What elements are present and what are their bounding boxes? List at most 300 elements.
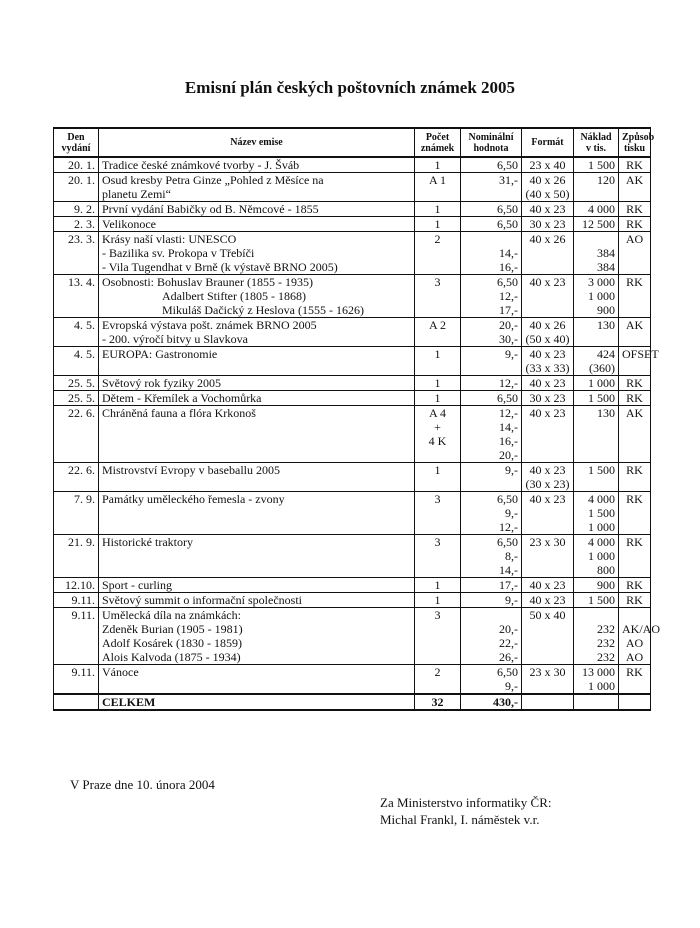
cell-naklad: [574, 376, 619, 391]
cell-line: 1 500: [588, 463, 615, 477]
cell-den: 4. 5.: [54, 347, 99, 376]
cell-line: 23 x 30: [529, 535, 566, 549]
cell-line: AO: [625, 232, 644, 246]
table-row: [54, 406, 651, 463]
cell-line: 6,50: [497, 158, 518, 172]
cell-nazev: [99, 535, 415, 578]
cell-line: RK: [626, 463, 643, 477]
cell-format: [522, 391, 574, 406]
cell-tisk: [619, 318, 651, 347]
cell-line: 384: [597, 246, 615, 260]
cell-nazev: [99, 376, 415, 391]
cell-line: RK: [626, 535, 643, 549]
cell-line: OFSET: [622, 347, 659, 361]
cell-pocet: [415, 578, 461, 593]
header-den: Den vydání: [54, 128, 99, 157]
cell-den: 13. 4.: [54, 275, 99, 318]
cell-line: Sport - curling: [102, 578, 172, 592]
cell-pocet: [415, 406, 461, 463]
cell-line: 12,-: [499, 289, 518, 303]
cell-line: 40 x 23: [529, 275, 566, 289]
cell-line: [464, 608, 518, 622]
cell-line: RK: [626, 202, 643, 216]
cell-hodnota: [461, 275, 522, 318]
cell-line: 3: [434, 275, 441, 289]
cell-tisk: [619, 202, 651, 217]
cell-hodnota: [461, 376, 522, 391]
cell-nazev: [99, 173, 415, 202]
table-row: [54, 232, 651, 275]
cell-naklad: [574, 492, 619, 535]
cell-line: RK: [626, 665, 643, 679]
cell-line: 14,-: [499, 246, 518, 260]
cell-line: 1 000: [588, 376, 615, 390]
cell-naklad: [574, 217, 619, 232]
cell-den: 4. 5.: [54, 318, 99, 347]
ministry-line: Za Ministerstvo informatiky ČR:: [380, 795, 552, 810]
cell-pocet: [415, 347, 461, 376]
cell-den: 9.11.: [54, 608, 99, 665]
cell-naklad: [574, 202, 619, 217]
place-date: V Praze dne 10. února 2004: [70, 777, 215, 792]
cell-line: 130: [597, 406, 615, 420]
cell-pocet: [415, 535, 461, 578]
table-row: [54, 535, 651, 578]
cell-line: Vánoce: [102, 665, 139, 679]
cell-naklad: [574, 463, 619, 492]
cell-line: RK: [626, 158, 643, 172]
cell-pocet: [415, 157, 461, 173]
table-row: [54, 593, 651, 608]
cell-line: 14,-: [499, 563, 518, 577]
cell-line: 384: [597, 260, 615, 274]
cell-line: 900: [597, 578, 615, 592]
cell-line: Adolf Kosárek (1830 - 1859): [102, 636, 242, 650]
cell-line: 1: [434, 593, 441, 607]
cell-den: 23. 3.: [54, 232, 99, 275]
cell-line: (40 x 50): [525, 187, 570, 201]
cell-line: 16,-: [499, 434, 518, 448]
cell-naklad: [574, 608, 619, 665]
cell-line: 40 x 26: [529, 232, 566, 246]
header-naklad: Náklad v tis.: [574, 128, 619, 157]
cell-hodnota: [461, 202, 522, 217]
cell-line: 6,50: [497, 492, 518, 506]
cell-hodnota: [461, 535, 522, 578]
cell-line: 30,-: [499, 332, 518, 346]
cell-line: 30 x 23: [529, 217, 566, 231]
cell-tisk: [619, 578, 651, 593]
cell-line: RK: [626, 593, 643, 607]
cell-pocet: [415, 492, 461, 535]
cell-line: 1 000: [588, 520, 615, 534]
cell-hodnota: [461, 608, 522, 665]
cell-line: 40 x 23: [529, 347, 566, 361]
cell-line: AK: [625, 173, 644, 187]
cell-line: 20,-: [499, 448, 518, 462]
cell-line: (30 x 23): [525, 477, 570, 491]
cell-line: Dětem - Křemílek a Vochomůrka: [102, 391, 262, 405]
cell-line: planetu Zemi“: [102, 187, 171, 201]
cell-line: 30 x 23: [529, 391, 566, 405]
cell-format: [522, 463, 574, 492]
cell-nazev: [99, 202, 415, 217]
table-row: [54, 492, 651, 535]
cell-line: Mistrovství Evropy v baseballu 2005: [102, 463, 280, 477]
cell-den: 20. 1.: [54, 173, 99, 202]
table-row: [54, 157, 651, 173]
cell-line: (50 x 40): [525, 332, 570, 346]
cell-naklad: [574, 578, 619, 593]
cell-line: 6,50: [497, 665, 518, 679]
total-pocet: 32: [415, 694, 461, 710]
header-zpusob: Způsob tisku: [619, 128, 651, 157]
cell-line: - 200. výročí bitvy u Slavkova: [102, 332, 248, 346]
cell-nazev: [99, 391, 415, 406]
cell-line: 232: [597, 622, 615, 636]
table-row: [54, 578, 651, 593]
cell-line: 6,50: [497, 202, 518, 216]
cell-nazev: [99, 463, 415, 492]
cell-den: 25. 5.: [54, 376, 99, 391]
cell-line: 13 000: [582, 665, 615, 679]
table-row: [54, 347, 651, 376]
table-row: [54, 665, 651, 695]
cell-pocet: [415, 232, 461, 275]
cell-format: [522, 217, 574, 232]
table-row: [54, 217, 651, 232]
cell-line: 40 x 23: [529, 593, 566, 607]
cell-line: AO: [625, 650, 644, 664]
cell-den: 21. 9.: [54, 535, 99, 578]
cell-line: 9,-: [505, 679, 518, 693]
cell-line: [577, 608, 615, 622]
cell-format: [522, 275, 574, 318]
cell-line: Mikuláš Dačický z Heslova (1555 - 1626): [162, 303, 364, 317]
emission-plan-table: [53, 127, 660, 711]
cell-tisk: [619, 391, 651, 406]
header-format: Formát: [522, 128, 574, 157]
total-spacer: [54, 694, 99, 710]
cell-naklad: [574, 665, 619, 695]
cell-line: 6,50: [497, 275, 518, 289]
cell-den: 25. 5.: [54, 391, 99, 406]
cell-line: 9,-: [505, 463, 518, 477]
cell-line: Umělecká díla na známkách:: [102, 608, 241, 622]
cell-pocet: [415, 275, 461, 318]
cell-line: 50 x 40: [529, 608, 566, 622]
cell-pocet: [415, 665, 461, 695]
cell-pocet: [415, 173, 461, 202]
cell-line: 12,-: [499, 376, 518, 390]
cell-line: Světový rok fyziky 2005: [102, 376, 221, 390]
cell-nazev: [99, 275, 415, 318]
cell-line: 3: [434, 492, 441, 506]
cell-tisk: [619, 217, 651, 232]
cell-line: (33 x 33): [525, 361, 570, 375]
cell-line: - Bazilika sv. Prokopa v Třebíči: [102, 246, 255, 260]
cell-line: 31,-: [499, 173, 518, 187]
cell-line: AK/AO: [622, 622, 660, 636]
cell-line: 12,-: [499, 406, 518, 420]
cell-line: 4 000: [588, 535, 615, 549]
cell-line: Alois Kalvoda (1875 - 1934): [102, 650, 241, 664]
table-row: [54, 608, 651, 665]
cell-format: [522, 232, 574, 275]
cell-line: 1 500: [588, 158, 615, 172]
cell-line: 40 x 26: [529, 173, 566, 187]
cell-naklad: [574, 535, 619, 578]
table-header-row: [54, 128, 651, 157]
cell-line: 17,-: [499, 578, 518, 592]
cell-tisk: [619, 157, 651, 173]
cell-line: 20,-: [499, 622, 518, 636]
cell-hodnota: [461, 665, 522, 695]
cell-line: 6,50: [497, 391, 518, 405]
cell-nazev: [99, 406, 415, 463]
cell-den: 2. 3.: [54, 217, 99, 232]
cell-naklad: [574, 406, 619, 463]
cell-format: [522, 593, 574, 608]
cell-pocet: [415, 608, 461, 665]
cell-line: 40 x 23: [529, 578, 566, 592]
cell-line: +: [434, 420, 441, 434]
cell-line: 3: [434, 535, 441, 549]
cell-line: 120: [597, 173, 615, 187]
cell-line: RK: [626, 275, 643, 289]
cell-line: 1: [434, 391, 441, 405]
cell-nazev: [99, 665, 415, 695]
cell-line: 17,-: [499, 303, 518, 317]
cell-naklad: [574, 391, 619, 406]
cell-line: 1 000: [588, 289, 615, 303]
cell-tisk: [619, 406, 651, 463]
cell-line: Historické traktory: [102, 535, 193, 549]
cell-line: 1: [434, 347, 441, 361]
cell-format: [522, 376, 574, 391]
cell-pocet: [415, 318, 461, 347]
signatory-line: Michal Frankl, I. náměstek v.r.: [380, 812, 540, 827]
cell-line: 900: [597, 303, 615, 317]
cell-pocet: [415, 217, 461, 232]
cell-line: 1 500: [588, 391, 615, 405]
cell-tisk: [619, 492, 651, 535]
cell-hodnota: [461, 347, 522, 376]
cell-line: 23 x 30: [529, 665, 566, 679]
cell-line: 232: [597, 650, 615, 664]
table-row: [54, 275, 651, 318]
cell-line: 1: [434, 376, 441, 390]
cell-format: [522, 535, 574, 578]
cell-line: 40 x 23: [529, 406, 566, 420]
cell-line: AK: [625, 318, 644, 332]
cell-nazev: [99, 608, 415, 665]
cell-line: 2: [434, 232, 441, 246]
cell-line: Osud kresby Petra Ginze „Pohled z Měsíce na: [102, 173, 324, 187]
cell-line: RK: [626, 376, 643, 390]
cell-line: 20,-: [499, 318, 518, 332]
cell-naklad: [574, 275, 619, 318]
cell-line: Zdeněk Burian (1905 - 1981): [102, 622, 243, 636]
table-row: [54, 463, 651, 492]
cell-hodnota: [461, 232, 522, 275]
cell-nazev: [99, 217, 415, 232]
cell-line: 40 x 23: [529, 492, 566, 506]
cell-line: 9,-: [505, 347, 518, 361]
cell-line: Adalbert Stifter (1805 - 1868): [162, 289, 306, 303]
cell-line: 4 000: [588, 202, 615, 216]
cell-hodnota: [461, 217, 522, 232]
cell-tisk: [619, 347, 659, 376]
cell-line: 1: [434, 463, 441, 477]
cell-line: AO: [625, 636, 644, 650]
cell-den: 22. 6.: [54, 406, 99, 463]
cell-line: EUROPA: Gastronomie: [102, 347, 218, 361]
cell-line: 1 000: [588, 549, 615, 563]
cell-line: 3 000: [588, 275, 615, 289]
cell-hodnota: [461, 406, 522, 463]
cell-line: Chráněná fauna a flóra Krkonoš: [102, 406, 256, 420]
cell-line: 3: [434, 608, 441, 622]
cell-naklad: [574, 232, 619, 275]
cell-line: 9,-: [505, 593, 518, 607]
cell-hodnota: [461, 593, 522, 608]
cell-line: 800: [597, 563, 615, 577]
cell-hodnota: [461, 578, 522, 593]
cell-nazev: [99, 318, 415, 347]
cell-line: A 4: [428, 406, 446, 420]
table-row: [54, 202, 651, 217]
cell-line: 1 000: [588, 679, 615, 693]
page-title: Emisní plán českých poštovních známek 2005: [184, 78, 516, 97]
cell-naklad: [574, 318, 619, 347]
cell-format: [522, 347, 574, 376]
cell-line: Světový summit o informační společnosti: [102, 593, 302, 607]
cell-hodnota: [461, 173, 522, 202]
cell-line: 6,50: [497, 217, 518, 231]
cell-tisk: [619, 535, 651, 578]
cell-tisk: [619, 275, 651, 318]
cell-hodnota: [461, 492, 522, 535]
cell-line: 14,-: [499, 420, 518, 434]
table-row: [54, 391, 651, 406]
cell-nazev: [99, 347, 415, 376]
cell-den: 22. 6.: [54, 463, 99, 492]
cell-pocet: [415, 202, 461, 217]
cell-line: [622, 608, 647, 622]
cell-format: [522, 578, 574, 593]
cell-format: [522, 173, 574, 202]
cell-line: A 1: [428, 173, 446, 187]
cell-line: A 2: [428, 318, 446, 332]
cell-line: 6,50: [497, 535, 518, 549]
cell-line: 424: [597, 347, 615, 361]
cell-format: [522, 157, 574, 173]
cell-format: [522, 406, 574, 463]
cell-tisk: [619, 608, 660, 665]
total-label: CELKEM: [99, 694, 415, 710]
cell-tisk: [619, 463, 651, 492]
cell-line: Krásy naší vlasti: UNESCO: [102, 232, 237, 246]
cell-line: 12 500: [582, 217, 615, 231]
cell-hodnota: [461, 391, 522, 406]
cell-line: 8,-: [505, 549, 518, 563]
cell-line: 22,-: [499, 636, 518, 650]
cell-line: RK: [626, 217, 643, 231]
cell-line: [577, 232, 615, 246]
cell-line: 40 x 23: [529, 463, 566, 477]
cell-format: [522, 665, 574, 695]
cell-den: 9.11.: [54, 593, 99, 608]
cell-format: [522, 318, 574, 347]
cell-line: Velikonoce: [102, 217, 156, 231]
cell-den: 9. 2.: [54, 202, 99, 217]
cell-line: 16,-: [499, 260, 518, 274]
cell-line: 26,-: [499, 650, 518, 664]
total-row: [54, 694, 651, 710]
table-row: [54, 376, 651, 391]
cell-line: Osobnosti: Bohuslav Brauner (1855 - 1935): [102, 275, 313, 289]
cell-tisk: [619, 232, 651, 275]
cell-line: 1 500: [588, 506, 615, 520]
cell-tisk: [619, 173, 651, 202]
table-row: [54, 318, 651, 347]
cell-naklad: [574, 173, 619, 202]
cell-line: Památky uměleckého řemesla - zvony: [102, 492, 285, 506]
cell-line: 9,-: [505, 506, 518, 520]
cell-format: [522, 492, 574, 535]
cell-naklad: [574, 593, 619, 608]
cell-pocet: [415, 391, 461, 406]
cell-naklad: [574, 157, 619, 173]
cell-line: 40 x 23: [529, 376, 566, 390]
cell-line: RK: [626, 391, 643, 405]
cell-hodnota: [461, 157, 522, 173]
cell-den: 12.10.: [54, 578, 99, 593]
cell-den: 20. 1.: [54, 157, 99, 173]
header-nominalni: Nominální hodnota: [461, 128, 522, 157]
cell-pocet: [415, 376, 461, 391]
cell-line: 4 K: [428, 434, 447, 448]
cell-hodnota: [461, 463, 522, 492]
cell-line: 23 x 40: [529, 158, 566, 172]
cell-line: 1: [434, 217, 441, 231]
cell-line: 2: [434, 665, 441, 679]
cell-line: První vydání Babičky od B. Němcové - 1855: [102, 202, 319, 216]
cell-nazev: [99, 157, 415, 173]
cell-line: 1: [434, 158, 441, 172]
cell-pocet: [415, 463, 461, 492]
cell-line: 232: [597, 636, 615, 650]
table-row: [54, 173, 651, 202]
cell-pocet: [415, 593, 461, 608]
cell-line: - Vila Tugendhat v Brně (k výstavě BRNO 2005): [102, 260, 338, 274]
cell-naklad: [574, 347, 619, 376]
cell-line: RK: [626, 578, 643, 592]
signature-block: [380, 794, 552, 828]
cell-hodnota: [461, 318, 522, 347]
header-pocet: Počet známek: [415, 128, 461, 157]
cell-line: 40 x 23: [529, 202, 566, 216]
cell-tisk: [619, 376, 651, 391]
cell-nazev: [99, 578, 415, 593]
cell-line: Evropská výstava pošt. známek BRNO 2005: [102, 318, 317, 332]
cell-den: 9.11.: [54, 665, 99, 695]
cell-line: 1 500: [588, 593, 615, 607]
cell-line: RK: [626, 492, 643, 506]
cell-tisk: [619, 665, 651, 695]
total-hodnota: 430,-: [461, 694, 522, 710]
